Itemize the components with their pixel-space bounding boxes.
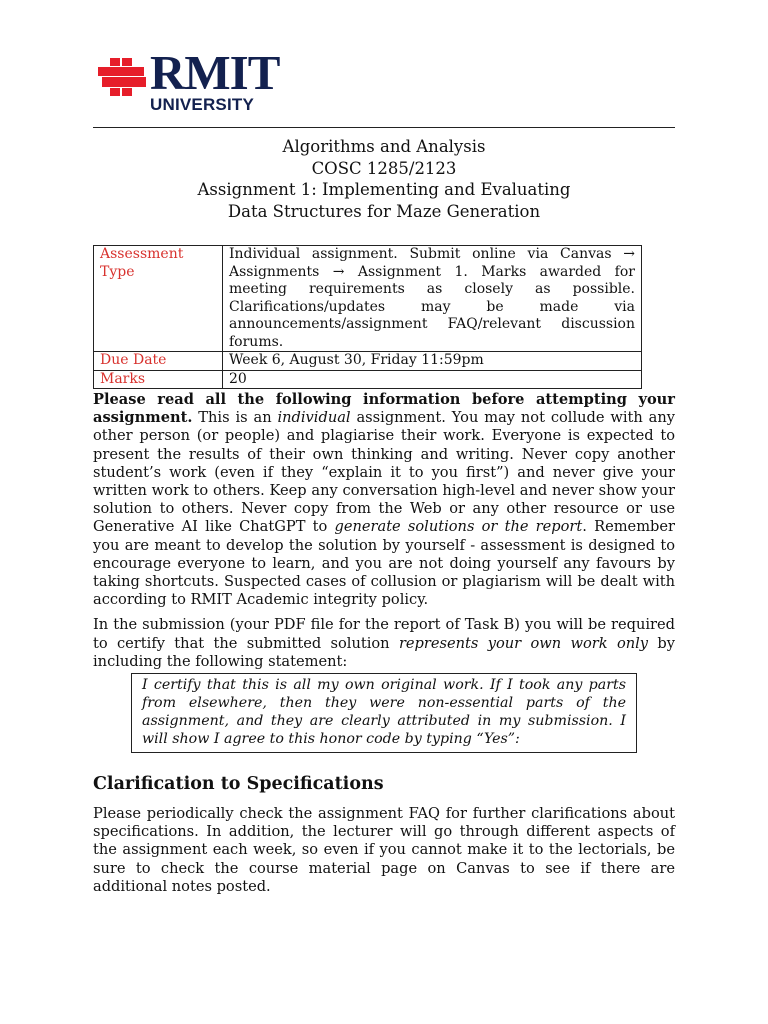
submission-text: by including the following statement:: [93, 634, 675, 670]
table-row: [94, 370, 642, 389]
intro-text: This is an: [198, 409, 278, 427]
assessment-type-label: Assessment Type: [94, 246, 223, 352]
honor-code-statement: I certify that this is all my own original work. If I took any parts from elsewhere, then they were non-essential parts of the assignment, and they are clearly attributed in my submission. I will show I agree to this honor code by typing “Yes”:: [131, 673, 637, 753]
assignment-subtitle: Data Structures for Maze Generation: [227, 201, 541, 221]
logo-wordmark: RMIT: [150, 45, 280, 100]
main-content: [93, 391, 675, 896]
table-row: [94, 352, 642, 371]
course-name: Algorithms and Analysis: [282, 137, 486, 156]
assessment-info-table: [93, 245, 642, 389]
intro-emphasis: individual: [277, 409, 351, 427]
submission-paragraph: [93, 616, 675, 671]
header-divider: [93, 127, 675, 128]
clarification-paragraph: Please periodically check the assignment FAQ for further clarifications about specifications. In addition, the lecturer will go through different aspects of the assignment each week, so even if you cannot make it to the lectorials, be sure to check the course material page on Canvas to see if there are additional notes posted.: [93, 805, 675, 895]
rmit-logo: [98, 45, 280, 124]
due-date-value: Week 6, August 30, Friday 11:59pm: [223, 352, 642, 371]
course-code: COSC 1285/2123: [311, 158, 457, 178]
intro-heading: Please read all the following information before attempting your assignment.: [93, 391, 675, 427]
marks-value: 20: [223, 370, 642, 389]
table-row: [94, 246, 642, 352]
intro-emphasis: generate solutions or the report: [334, 518, 583, 536]
rmit-pixel-emblem-icon: [98, 58, 146, 98]
intro-text: assignment. You may not collude with any other person (or people) and plagiarise their work. Everyone is expected to present the results of their own thinking and writing. Never copy another student’s work (even if they “explain it to you first”) and never give your written work to others. Keep any conversation high-level and never show your solution to others. Never copy from the Web or any other resource or use Generative AI like ChatGPT to: [93, 409, 676, 536]
section-heading: Clarification to Specifications: [93, 774, 384, 795]
intro-paragraph: [93, 391, 675, 609]
marks-label: Marks: [94, 370, 223, 389]
logo-subtitle: UNIVERSITY: [150, 95, 255, 114]
assessment-type-value: Individual assignment. Submit online via Canvas → Assignments → Assignment 1. Marks awarded for meeting requirements as closely as possible. Clarifications/updates may be made via announcements/assignment FAQ/relevant discussion forums.: [223, 246, 642, 352]
document-title: [93, 136, 675, 222]
intro-text: . Remember you are meant to develop the solution by yourself - assessment is designed to encourage everyone to learn, and you are not doing yourself any favours by taking shortcuts. Suspected cases of collusion or plagiarism will be dealt with according to RMIT Academic integrity policy.: [93, 518, 675, 609]
assignment-title: Assignment 1: Implementing and Evaluating: [197, 180, 571, 199]
due-date-label: Due Date: [94, 352, 223, 371]
submission-emphasis: represents your own work only: [398, 634, 649, 652]
submission-text: In the submission (your PDF file for the report of Task B) you will be required to certify that the submitted solution: [93, 616, 675, 652]
